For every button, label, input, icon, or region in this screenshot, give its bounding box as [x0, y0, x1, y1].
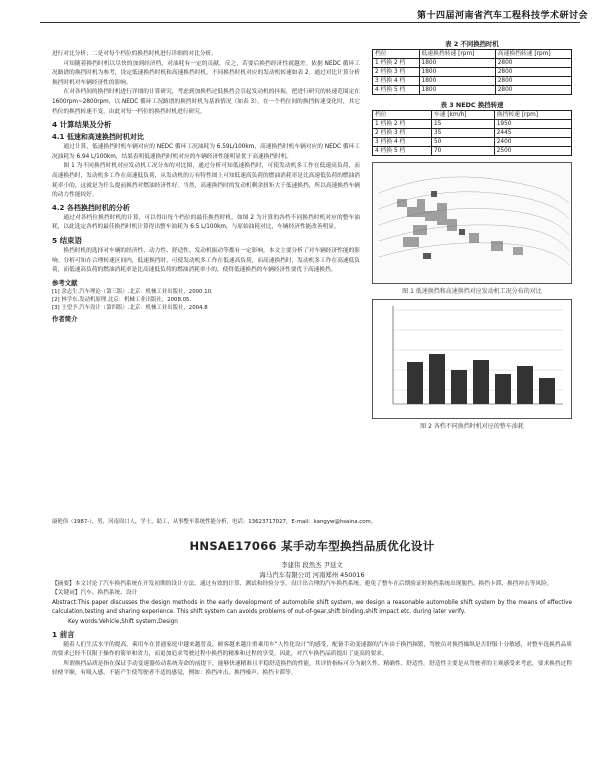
reference-item: [1] 余志生.汽车理论（第三版）.北京：机械工业出版社，2000.10.	[52, 288, 213, 295]
operating-cell	[413, 225, 427, 235]
fuel-bar	[517, 366, 533, 404]
abstract-en: Abstract:This paper discusses the design methods in the early development of automobile shift system, we design a reasonable automobile shift system by the means of effective calculation,testing and sharing experience. This shift system can avoids problems of out-of-gear,shift binding,shift impact etc. during later verify.	[52, 599, 572, 616]
section-4-2-heading: 4.2 各档换挡时机的分析	[52, 203, 130, 212]
figure1-caption: 图 1 低速换挡和高速换挡对应发动机工况分布的对比	[402, 288, 542, 295]
table-cell: 4 档换 5 档	[373, 147, 432, 156]
journal-header: 第十四届河南省汽车工程科技学术研讨会	[416, 11, 588, 21]
table-row	[373, 138, 572, 147]
table-cell: 2800	[495, 59, 571, 68]
second-paper	[52, 538, 572, 679]
fuel-bar	[495, 374, 511, 404]
table3	[372, 110, 572, 156]
header-rule	[40, 22, 580, 23]
table-cell: 1800	[419, 59, 495, 68]
operating-cell	[513, 247, 523, 255]
reference-item: [3] 王望予.汽车设计（第四版）.北京：机械工业出版社，2004.8	[52, 304, 208, 311]
section-results-heading: 4 计算结果及分析	[52, 120, 112, 130]
paper2-affiliation: 海马汽车有限公司 河南郑州 450016	[259, 571, 365, 579]
keywords-cn: 【关键词】汽车、换挡系统、设计	[52, 590, 138, 597]
fuel-bar	[429, 354, 445, 404]
paper2-intro: 随着人们生活水平的提高，乘用车在普通家庭中越来越普及，顾客越来越注重乘用车“人性化设计”的感受，配备手动变速器的汽车由于换挡频繁，驾驶员对换挡操纵是否舒服十分敏感，对整车选换挡品质的要求已经不仅限于操作的简单和省力，而更加追求驾驶过程中换挡的精准和过程的享受。因此，对汽车换挡品质提出了更高的要求。	[52, 642, 572, 658]
operating-cell	[431, 191, 437, 197]
author-bio: 康艳伟（1987-），男，河南周口人，学士，助工，从事整车系统性能分析，电话：13623717027，E-mail：kangyw@hsaina.com。	[52, 519, 377, 525]
table-cell: 3 档换 4 档	[373, 77, 420, 86]
table-cell: 3 档换 4 档	[373, 138, 432, 147]
para-4-1-b: 图 1 为不同换挡时机对应发动机工况分布的对比图，通过分析可知低速换挡时，可使发动机多工作在低速高负荷，而高速换挡时，发动机多工作在高速低负荷，从发动机的万有特性图上可知低速高负荷的燃油消耗率是比高速低负荷的燃油消耗率小的，这就是为什么提前换挡对燃油经济性好。当然，高速换挡时的发动机剩余扭矩大于低速换挡，所以高速换挡车辆的动力性能较好。	[52, 163, 360, 199]
table-cell: 1 档换 2 档	[373, 59, 420, 68]
table-cell: 2500	[494, 147, 571, 156]
figure2-caption: 图 2 各档不同换挡时机对应的整车油耗	[420, 423, 524, 430]
operating-cell	[423, 253, 431, 259]
operating-cell	[447, 219, 457, 231]
reference-item: [2] 林学东.发动机原理.北京：机械工业出版社，2008.05.	[52, 296, 192, 303]
figure2-plot	[373, 300, 571, 416]
table2-caption: 表 2 不同换挡时机	[445, 40, 499, 48]
operating-cell	[407, 207, 417, 217]
table3-header: 换挡转速 [rpm]	[494, 111, 571, 120]
table-row	[373, 86, 572, 95]
operating-cell	[491, 241, 503, 251]
para-conditions: 在对各档间的换挡时机进行详细的计算研究，考虑到加换档过低换挡会引起发动机的抖振，把进行研究的转速范围定在 1600rpm~2800rpm，以 NEDC 循环工况路谱的换挡时机为基准情况（如表 3），在一个档位间的换挡转速变化时，其它档位的换挡转速不变，由此对每一档位的换挡时机进行研究。	[52, 89, 360, 115]
fuel-bar	[473, 360, 489, 404]
table-cell: 1800	[419, 68, 495, 77]
table-cell: 2445	[494, 129, 571, 138]
keywords-en: Key words:Vehicle,Shift system,Design	[68, 618, 178, 625]
right-column	[372, 38, 572, 432]
table-cell: 2800	[495, 86, 571, 95]
table-cell: 50	[431, 138, 494, 147]
intro-tail: 进行对比分析；二是对每个档位的换挡时机进行详细的对比分析。	[52, 51, 217, 57]
operating-cell	[403, 237, 419, 247]
abstract-cn: 【摘要】本文讨论了汽车换挡系统在开发初期的设计方法，通过有效的计算、测试和经验分享，设计出合理的汽车换挡系统，避免了整车在后期验证时换挡系统出现脱挡、换挡卡滞、换挡冲击等风险。	[52, 581, 553, 587]
figure2-fuel-chart	[372, 299, 572, 419]
table3-header: 车速 [km/h]	[431, 111, 494, 120]
para-4-2: 通过对各档位换挡时机的计算，可以得出每个档位的最佳换挡时机，如图 2 为计算的各档不同换挡时机对应的整车油耗，以此选定各档的最佳换挡时机计算得出整车油耗为 6.5 L/100km，与原始油耗对比，车辆经济性能改善明显。	[52, 214, 360, 231]
table-row	[373, 147, 572, 156]
para-comparison: 可知随着换挡时机以尽快的加到经济档，对油耗有一定的贡献，反之，若要后换挡经济性就越差。依据 NEDC 循环工况路谱的换挡时机为参考，设定低速换挡时机和高速换挡时机，不同换挡时机对应的发动机转速如表 2。通过对比计算分析换挡时机对车辆经济性的影响。	[52, 60, 360, 86]
table2-header: 档位	[373, 50, 420, 59]
table2	[372, 49, 572, 95]
fuel-bar	[407, 362, 423, 404]
table3-caption: 表 3 NEDC 换挡转速	[440, 101, 504, 109]
operating-cell	[397, 199, 407, 207]
operating-cell	[459, 229, 465, 235]
table-cell: 2 档换 3 档	[373, 129, 432, 138]
author-heading: 作者简介	[52, 314, 78, 323]
fuel-bar	[451, 370, 467, 404]
table-cell: 4 档换 5 档	[373, 86, 420, 95]
table-cell: 2800	[495, 68, 571, 77]
table-cell: 15	[431, 120, 494, 129]
paper2-intro-heading: 1 前言	[52, 630, 75, 640]
table-cell: 1800	[419, 86, 495, 95]
references-heading: 参考文献	[52, 278, 78, 287]
table3-header: 档位	[373, 111, 432, 120]
table-cell: 2800	[495, 77, 571, 86]
table2-header: 高速换挡转速 [rpm]	[495, 50, 571, 59]
operating-cell	[425, 211, 437, 221]
section-5-heading: 5 结束语	[52, 235, 82, 245]
left-column	[52, 50, 360, 324]
paper2-intro-2: 所谓换挡品质是指在保证手动变速器传动系统寿命的前提下，能够快速精准且平稳舒适换挡的性能，其评价指标可分为耐久性、精确性、舒适性。舒适性主要是从驾驶者的主观感受来考虑，要求换挡过程轻便平顺，有吸入感，不能产生使驾驶者不适的感觉，例如：换挡冲击、换挡噪声、换挡卡滞等。	[52, 660, 572, 677]
table-cell: 2400	[494, 138, 571, 147]
table2-header: 低速换挡转速 [rpm]	[419, 50, 495, 59]
table-cell: 70	[431, 147, 494, 156]
table-row	[373, 77, 572, 86]
table-row	[373, 59, 572, 68]
operating-cell	[469, 233, 479, 243]
paper2-title: HNSAE17066 某手动车型换挡品质优化设计	[189, 539, 435, 553]
paper2-authors: 李建伟 段然杰 尹延文	[281, 561, 343, 569]
contour-line	[379, 177, 569, 203]
table-row	[373, 120, 572, 129]
table-cell: 35	[431, 129, 494, 138]
operating-cell	[437, 203, 447, 225]
table-cell: 2 档换 3 档	[373, 68, 420, 77]
table-row	[373, 129, 572, 138]
figure1-operating-points	[372, 162, 572, 284]
operating-cell	[417, 199, 425, 217]
fuel-bar	[539, 378, 555, 404]
section-4-1-heading: 4.1 低速和高速换挡时机对比	[52, 133, 144, 142]
table-cell: 1800	[419, 77, 495, 86]
para-5: 换挡时机的选择对车辆的经济性、动力性、舒适性、发动机振动等都有一定影响，本文主要分析了对车辆经济性能的影响。分析可知在合理转速区间内，低速换挡时，可使发动机多工作在低速高负荷，而高速换挡时，发动机多工作在高速低负荷，而低速高负荷的燃油消耗率是比高速低负荷的燃油消耗率小的，使得低速换挡的车辆经济性要优于高速换挡。	[52, 247, 360, 274]
table-cell: 1 档换 2 档	[373, 120, 432, 129]
para-4-1-a: 通过计算，低速换挡时机车辆对应的 NEDC 循环工况油耗为 6.59L/100km，高速换挡时机车辆对应的 NEDC 循环工况油耗为 6.94 L/100km，结果表明低速换挡时机对应的车辆经济性能明显优于高速换挡时机。	[52, 144, 360, 160]
figure1-plot	[373, 163, 571, 281]
table-row	[373, 68, 572, 77]
table-cell: 1950	[494, 120, 571, 129]
